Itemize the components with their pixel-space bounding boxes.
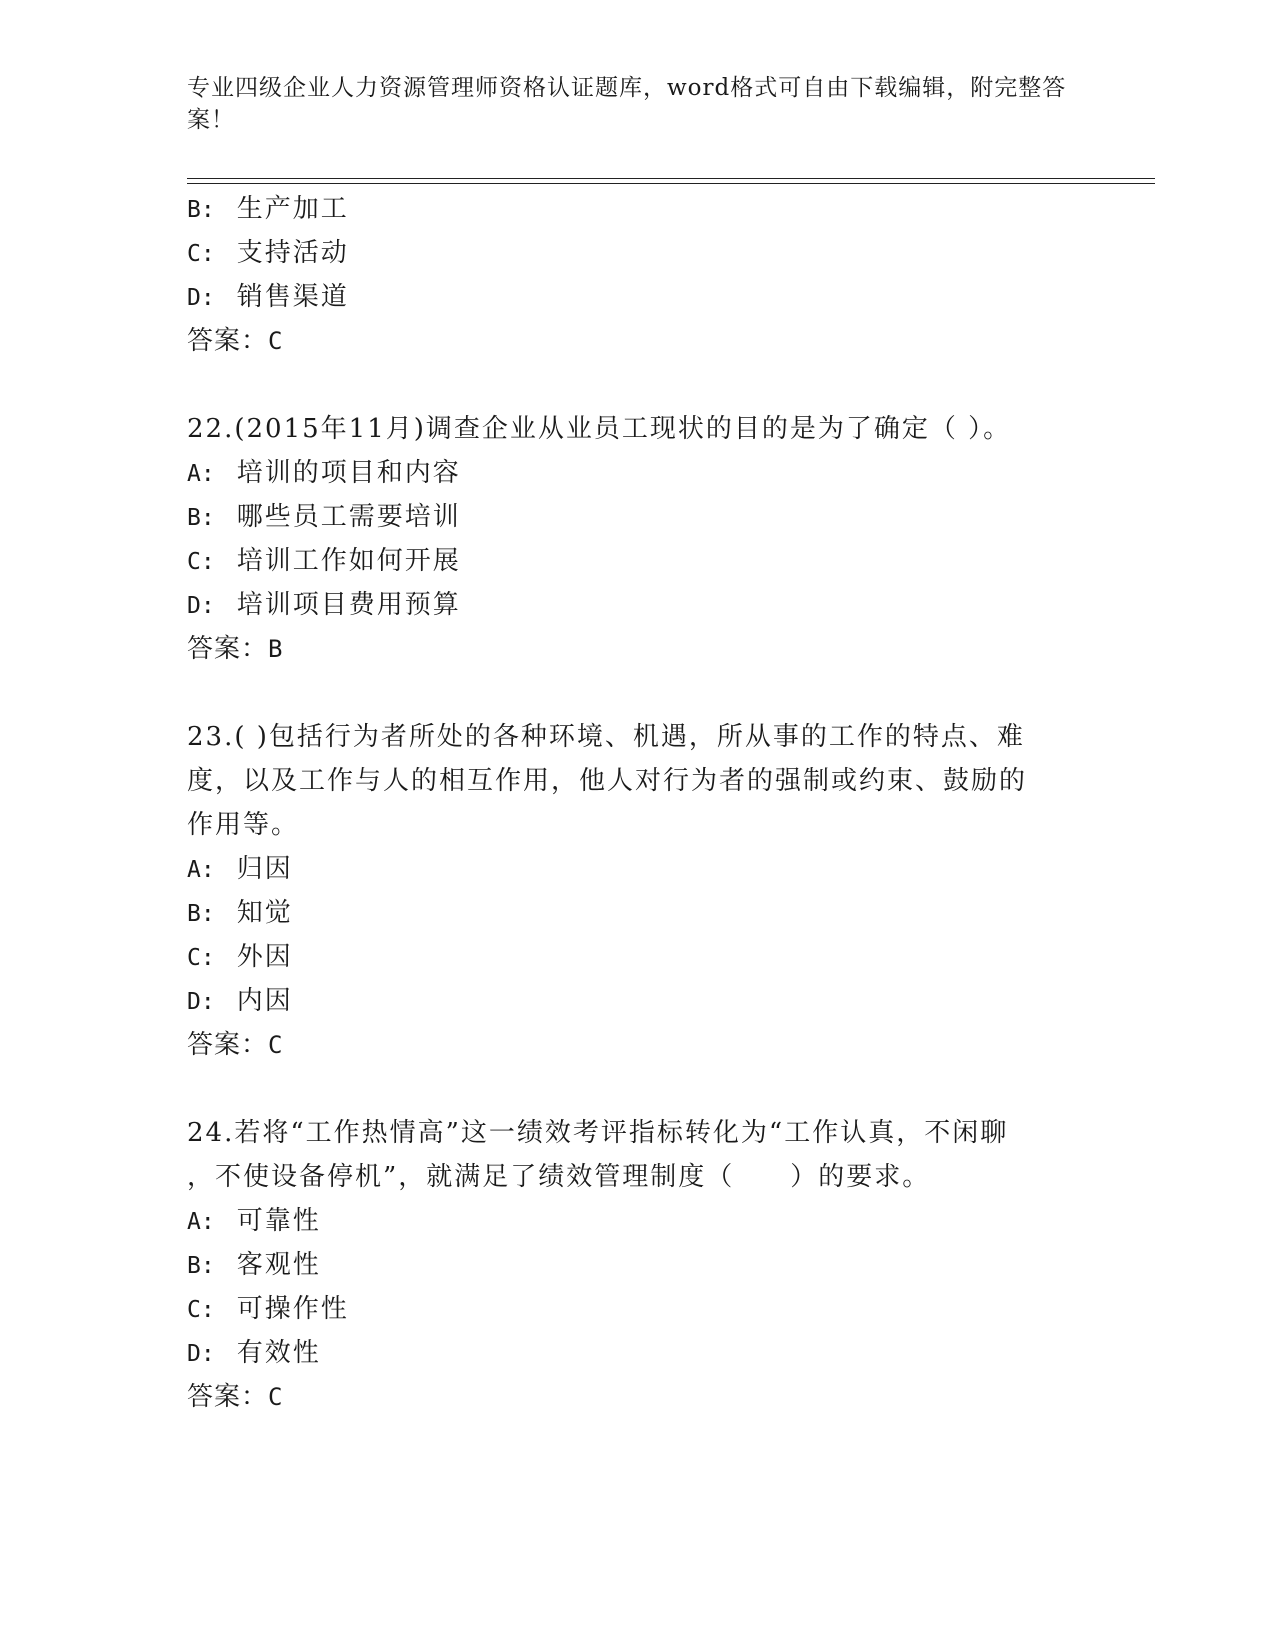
q23-answer: 答案：C: [187, 1030, 284, 1060]
q22-option-a: A: 培训的项目和内容: [187, 458, 461, 488]
q23-stem-line2: 度，以及工作与人的相互作用，他人对行为者的强制或约束、鼓励的: [187, 766, 1028, 796]
q24-stem-line1: 24.若将“工作热情高”这一绩效考评指标转化为“工作认真，不闲聊: [187, 1118, 1009, 1148]
q23-option-c: C: 外因: [187, 942, 293, 972]
header-rule-top: [187, 178, 1155, 179]
q21-answer: 答案：C: [187, 326, 284, 356]
q23-option-b: B: 知觉: [187, 898, 293, 928]
q24-answer: 答案：C: [187, 1382, 284, 1412]
q23-stem-line3: 作用等。: [187, 810, 300, 840]
document-header: 专业四级企业人力资源管理师资格认证题库，word格式可自由下载编辑，附完整答案！: [187, 75, 1067, 133]
q23-option-a: A: 归因: [187, 854, 293, 884]
q21-option-d: D: 销售渠道: [187, 282, 349, 312]
q22-answer: 答案：B: [187, 634, 284, 664]
q24-option-a: A: 可靠性: [187, 1206, 321, 1236]
header-rule-bottom: [187, 183, 1155, 184]
q24-option-b: B: 客观性: [187, 1250, 321, 1280]
q24-stem-line2: ，不使设备停机”，就满足了绩效管理制度（ ）的要求。: [187, 1162, 931, 1192]
q23-option-d: D: 内因: [187, 986, 293, 1016]
q22-option-b: B: 哪些员工需要培训: [187, 502, 461, 532]
q21-option-c: C: 支持活动: [187, 238, 349, 268]
q22-option-c: C: 培训工作如何开展: [187, 546, 461, 576]
q24-option-c: C: 可操作性: [187, 1294, 349, 1324]
q23-stem-line1: 23.( )包括行为者所处的各种环境、机遇，所从事的工作的特点、难: [187, 722, 1025, 752]
q22-option-d: D: 培训项目费用预算: [187, 590, 461, 620]
q22-stem: 22.(2015年11月)调查企业从业员工现状的目的是为了确定（ ）。: [187, 414, 1012, 444]
q24-option-d: D: 有效性: [187, 1338, 321, 1368]
q21-option-b: B: 生产加工: [187, 194, 349, 224]
